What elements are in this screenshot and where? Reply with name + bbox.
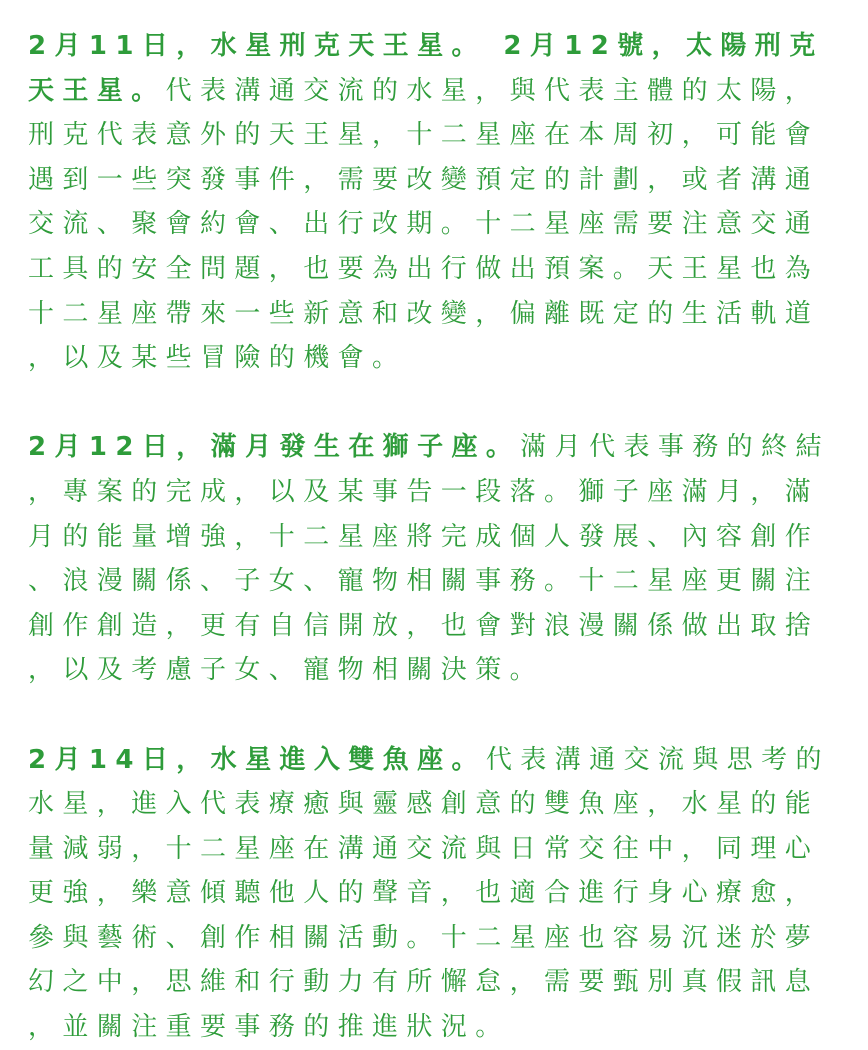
paragraph-text: 滿月代表事務的終結，專案的完成，以及某事告一段落。獅子座滿月，滿月的能量增強，十二星座將完成個人發展、內容創作、浪漫關係、子女、寵物相關事務。十二星座更關注創作創造，更有自信開放，也會對浪漫關係做出取捨，以及考慮子女、寵物相關決策。: [28, 432, 830, 686]
paragraph-full-moon-leo: [28, 425, 844, 693]
paragraph-mercury-sun-uranus: [28, 24, 844, 381]
paragraph-heading: 2月14日，水星進入雙魚座。: [28, 744, 486, 775]
paragraph-heading: 2月12日，滿月發生在獅子座。: [28, 432, 521, 463]
article-body: [28, 24, 844, 1050]
paragraph-text: 代表溝通交流與思考的水星，進入代表療癒與靈感創意的雙魚座，水星的能量減弱，十二星座在溝通交流與日常交往中，同理心更強，樂意傾聽他人的聲音，也適合進行身心療愈，參與藝術、創作相關活動。十二星座也容易沉迷於夢幻之中，思維和行動力有所懈怠，需要甄別真假訊息，並關注重要事務的推進狀況。: [28, 744, 830, 1043]
paragraph-mercury-pisces: [28, 738, 844, 1050]
paragraph-heading: 2月11日，水星刑克天王星。 2月12號，太陽刑克天王星。: [28, 31, 824, 106]
paragraph-text: 代表溝通交流的水星，與代表主體的太陽，刑克代表意外的天王星，十二星座在本周初，可能會遇到一些突發事件，需要改變預定的計劃，或者溝通交流、聚會約會、出行改期。十二星座需要注意交通工具的安全問題，也要為出行做出預案。天王星也為十二星座帶來一些新意和改變，偏離既定的生活軌道，以及某些冒險的機會。: [28, 75, 820, 374]
